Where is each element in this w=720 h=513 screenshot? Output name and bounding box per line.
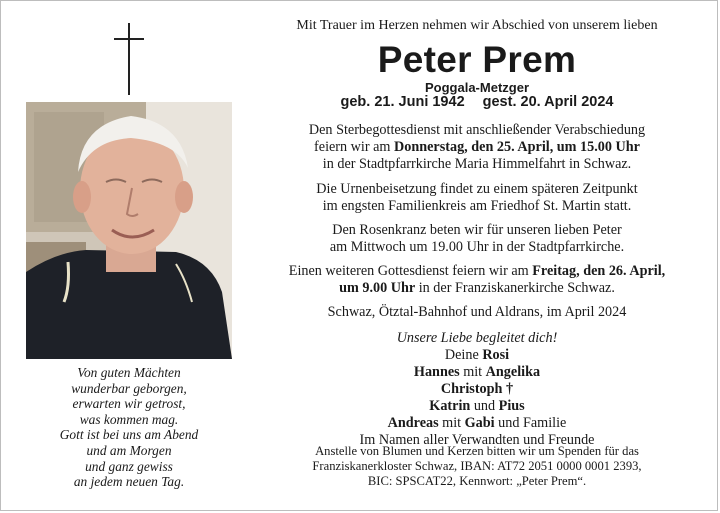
donation-line-3: BIC: SPSCAT22, Kennwort: „Peter Prem“. [367, 474, 587, 489]
service-line-3: in der Stadtpfarrkirche Maria Himmelfahrt in Schwaz. [322, 156, 632, 172]
birth-date: geb. 21. Juni 1942 [340, 94, 465, 110]
mourner-line: Andreas mit Gabi und Familie [387, 415, 567, 431]
intro-text: Mit Trauer im Herzen nehmen wir Abschied von unserem lieben [296, 18, 658, 33]
mass-line-1: Einen weiteren Gottesdienst feiern wir am Freitag, den 26. April, [288, 263, 666, 279]
death-date: gest. 20. April 2024 [482, 94, 614, 110]
mourner-line: Katrin und Pius [429, 398, 525, 414]
rosary [257, 222, 697, 256]
deceased-name: Peter Prem [377, 39, 577, 80]
donation-line-2: Franziskanerkloster Schwaz, IBAN: AT72 2051 0000 0001 2393, [312, 459, 642, 474]
poem-line: wunderbar geborgen, [71, 380, 187, 396]
service-line-1: Den Sterbegottesdienst mit anschließender Verabschiedung [308, 122, 646, 138]
relatives-line: Im Namen aller Verwandten und Freunde [359, 432, 595, 448]
funeral-service [257, 122, 697, 173]
rosary-line-1: Den Rosenkranz beten wir für unseren lieben Peter [332, 222, 622, 238]
urn-line-2: im engsten Familienkreis am Friedhof St. Martin statt. [322, 198, 632, 214]
mourner-line: Deine Rosi [444, 347, 510, 363]
mourner-line: Hannes mit Angelika [413, 364, 541, 380]
mourners-list [257, 330, 697, 449]
rosary-line-2: am Mittwoch um 19.00 Uhr in der Stadtpfarrkirche. [329, 239, 625, 255]
nickname: Poggala-Metzger [424, 80, 529, 95]
urn-line-1: Die Urnenbeisetzung findet zu einem späteren Zeitpunkt [316, 181, 638, 197]
donation-line-1: Anstelle von Blumen und Kerzen bitten wir um Spenden für das [315, 444, 639, 458]
donation-note [257, 444, 697, 490]
poem-line: an jedem neuen Tag. [73, 474, 185, 490]
poem-line: was kommen mag. [79, 411, 179, 427]
poem [26, 365, 232, 490]
life-dates [257, 94, 697, 110]
mourner-line: Christoph † [440, 381, 514, 397]
poem-line: Von guten Mächten [77, 365, 181, 380]
urn-burial [257, 181, 697, 215]
poem-line: und am Morgen [86, 442, 172, 458]
motto: Unsere Liebe begleitet dich! [396, 330, 558, 346]
service-line-2: feiern wir am Donnerstag, den 25. April, um 15.00 Uhr [314, 139, 640, 155]
mass-line-2: um 9.00 Uhr in der Franziskanerkirche Schwaz. [339, 280, 615, 296]
additional-mass [257, 263, 697, 297]
portrait-photo [26, 102, 232, 359]
cross-icon [114, 23, 144, 95]
poem-line: Gott ist bei uns am Abend [59, 427, 199, 443]
poem-line: und ganz gewiss [85, 458, 173, 474]
poem-line: erwarten wir getrost, [72, 396, 186, 412]
place-date: Schwaz, Ötztal-Bahnhof und Aldrans, im April 2024 [327, 304, 627, 320]
